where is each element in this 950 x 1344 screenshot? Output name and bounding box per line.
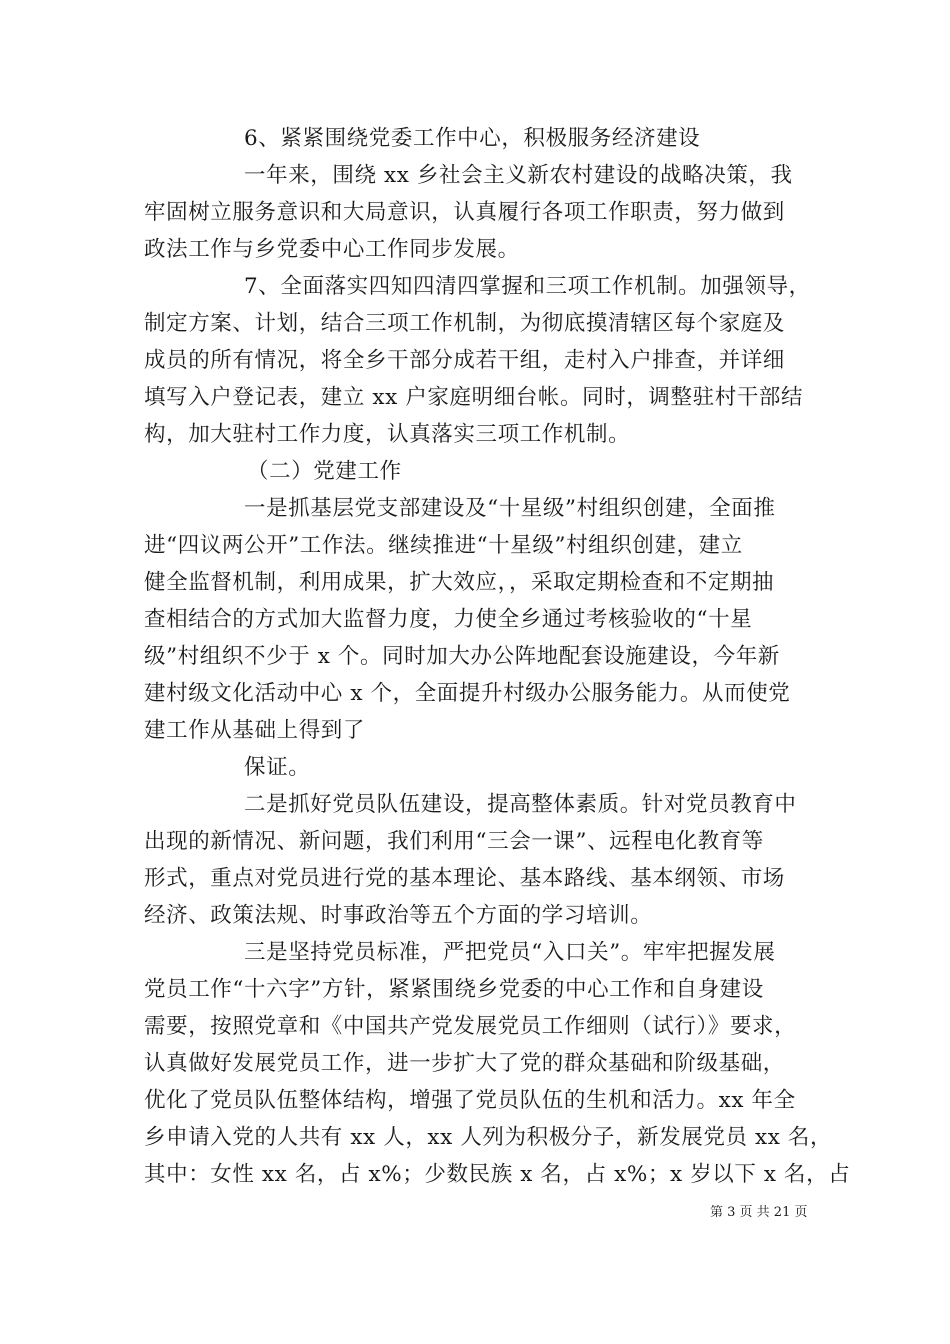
paragraph-line: 保证。 [244,755,311,780]
paragraph-line: 需要，按照党章和《中国共产党发展党员工作细则（试行）》要求， [144,1014,797,1039]
paragraph-line: 一年来，围绕 xx 乡社会主义新农村建设的战略决策，我 [244,163,793,188]
paragraph-line: 成员的所有情况，将全乡干部分成若干组，走村入户排查，并详细 [144,348,785,373]
paragraph-line: 其中：女性 xx 名，占 x%；少数民族 x 名，占 x%；x 岁以下 x 名，占 [144,1162,851,1187]
paragraph-line: 乡申请入党的人共有 xx 人，xx 人列为积极分子，新发展党员 xx 名， [144,1125,833,1150]
section-heading-party-building: （二）党建工作 [247,459,402,484]
paragraph-line: 建村级文化活动中心 x 个，全面提升村级办公服务能力。从而使党 [144,681,791,706]
paragraph-line: 健全监督机制，利用成果，扩大效应，，采取定期检查和不定期抽 [144,570,775,595]
paragraph-line: 经济、政策法规、时事政治等五个方面的学习培训。 [144,903,653,928]
section-heading-6: 6、紧紧围绕党委工作中心，积极服务经济建设 [244,126,701,151]
paragraph-line: 牢固树立服务意识和大局意识，认真履行各项工作职责，努力做到 [144,200,785,225]
document-body [144,120,851,1193]
paragraph-line: 二是抓好党员队伍建设，提高整体素质。针对党员教育中 [244,792,797,817]
page-number: 第 3 页 共 21 页 [710,1205,808,1220]
paragraph-line: 构，加大驻村工作力度，认真落实三项工作机制。 [144,422,631,447]
paragraph-line: 进“四议两公开”工作法。继续推进“十星级”村组织创建，建立 [144,533,743,558]
paragraph-line: 优化了党员队伍整体结构，增强了党员队伍的生机和活力。xx 年全 [144,1088,796,1113]
paragraph-line: 建工作从基础上得到了 [144,718,366,743]
paragraph-line: 出现的新情况、新问题，我们利用“三会一课”、远程电化教育等 [144,829,764,854]
paragraph-line: 制定方案、计划，结合三项工作机制，为彻底摸清辖区每个家庭及 [144,311,785,336]
paragraph-line: 政法工作与乡党委中心工作同步发展。 [144,237,520,262]
paragraph-line: 一是抓基层党支部建设及“十星级”村组织创建，全面推 [244,496,776,521]
paragraph-line: 形式，重点对党员进行党的基本理论、基本路线、基本纲领、市场 [144,866,785,891]
paragraph-line: 三是坚持党员标准，严把党员“入口关”。牢牢把握发展 [244,940,776,965]
paragraph-line: 认真做好发展党员工作，进一步扩大了党的群众基础和阶级基础， [144,1051,785,1076]
section-heading-7: 7、全面落实四知四清四掌握和三项工作机制。加强领导， [244,274,811,299]
paragraph-line: 查相结合的方式加大监督力度，力使全乡通过考核验收的“十星 [144,607,753,632]
paragraph-line: 党员工作“十六字”方针，紧紧围绕乡党委的中心工作和自身建设 [144,977,764,1002]
paragraph-line: 填写入户登记表，建立 xx 户家庭明细台帐。同时，调整驻村干部结 [144,385,804,410]
paragraph-line: 级”村组织不少于 x 个。同时加大办公阵地配套设施建设，今年新 [144,644,780,669]
